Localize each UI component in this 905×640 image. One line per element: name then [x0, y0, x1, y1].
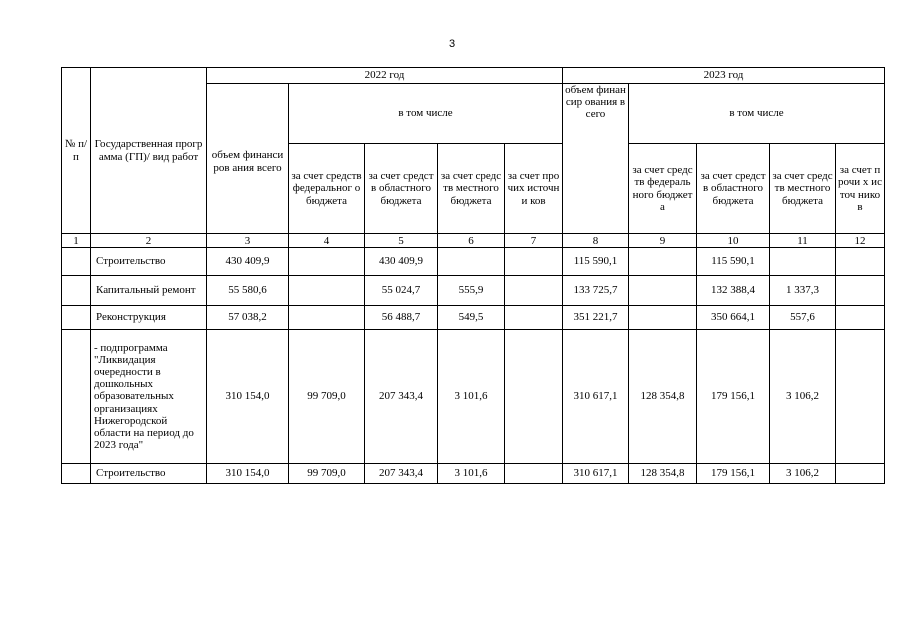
cell-other-2023 — [836, 306, 885, 330]
cell-total-2023: 133 725,7 — [563, 276, 629, 306]
cell-other-2022 — [505, 464, 563, 484]
cell-other-2022 — [505, 330, 563, 464]
header-year-2023: 2023 год — [563, 68, 885, 84]
table-row — [62, 248, 885, 276]
header-2023-regional: за счет средств областного бюджета — [697, 144, 770, 234]
row-num — [62, 248, 91, 276]
column-number: 11 — [770, 234, 836, 248]
column-number: 6 — [438, 234, 505, 248]
page-number: 3 — [448, 38, 456, 50]
cell-regional-2023: 179 156,1 — [697, 464, 770, 484]
row-num — [62, 306, 91, 330]
cell-federal-2022 — [289, 276, 365, 306]
cell-other-2022 — [505, 276, 563, 306]
table-row — [62, 330, 885, 464]
header-2022-local: за счет средств местного бюджета — [438, 144, 505, 234]
cell-federal-2023 — [629, 248, 697, 276]
column-number: 1 — [62, 234, 91, 248]
cell-total-2022: 310 154,0 — [207, 330, 289, 464]
header-2023-federal: за счет средств федераль ного бюджета — [629, 144, 697, 234]
header-including-2022: в том числе — [289, 84, 563, 144]
cell-total-2022: 310 154,0 — [207, 464, 289, 484]
table-row — [62, 276, 885, 306]
cell-regional-2022: 207 343,4 — [365, 464, 438, 484]
cell-regional-2023: 179 156,1 — [697, 330, 770, 464]
column-number: 9 — [629, 234, 697, 248]
row-name: Капитальный ремонт — [91, 276, 207, 306]
column-number: 8 — [563, 234, 629, 248]
header-2023-local: за счет средств местного бюджета — [770, 144, 836, 234]
cell-total-2023: 310 617,1 — [563, 330, 629, 464]
column-number: 4 — [289, 234, 365, 248]
column-number: 12 — [836, 234, 885, 248]
column-number-row — [62, 234, 885, 248]
cell-regional-2023: 115 590,1 — [697, 248, 770, 276]
cell-total-2023: 115 590,1 — [563, 248, 629, 276]
column-number: 7 — [505, 234, 563, 248]
financing-table — [61, 67, 885, 484]
row-name: Реконструкция — [91, 306, 207, 330]
cell-federal-2022 — [289, 306, 365, 330]
cell-federal-2023 — [629, 306, 697, 330]
header-2022-other: за счет прочих источни ков — [505, 144, 563, 234]
table-row — [62, 464, 885, 484]
header-total-2023: объем финансир ования всего — [563, 84, 629, 234]
cell-federal-2022: 99 709,0 — [289, 330, 365, 464]
cell-federal-2023: 128 354,8 — [629, 464, 697, 484]
header-total-2022: объем финансиров ания всего — [207, 84, 289, 234]
cell-local-2022: 549,5 — [438, 306, 505, 330]
column-number: 2 — [91, 234, 207, 248]
header-program: Государственная программа (ГП)/ вид работ — [91, 68, 207, 234]
cell-regional-2022: 207 343,4 — [365, 330, 438, 464]
cell-local-2023: 3 106,2 — [770, 330, 836, 464]
row-num — [62, 276, 91, 306]
cell-local-2022: 555,9 — [438, 276, 505, 306]
cell-local-2023: 3 106,2 — [770, 464, 836, 484]
cell-local-2023: 1 337,3 — [770, 276, 836, 306]
cell-regional-2023: 132 388,4 — [697, 276, 770, 306]
cell-other-2023 — [836, 248, 885, 276]
cell-federal-2023 — [629, 276, 697, 306]
cell-other-2023 — [836, 464, 885, 484]
cell-local-2022: 3 101,6 — [438, 464, 505, 484]
row-num — [62, 330, 91, 464]
header-2023-other: за счет прочи х источ ников — [836, 144, 885, 234]
cell-federal-2023: 128 354,8 — [629, 330, 697, 464]
cell-local-2023 — [770, 248, 836, 276]
header-2022-federal: за счет средств федеральног о бюджета — [289, 144, 365, 234]
cell-other-2023 — [836, 276, 885, 306]
cell-regional-2022: 56 488,7 — [365, 306, 438, 330]
row-name: Строительство — [91, 248, 207, 276]
cell-local-2023: 557,6 — [770, 306, 836, 330]
row-name: Строительство — [91, 464, 207, 484]
header-2022-regional: за счет средств областного бюджета — [365, 144, 438, 234]
cell-total-2023: 351 221,7 — [563, 306, 629, 330]
cell-local-2022 — [438, 248, 505, 276]
cell-local-2022: 3 101,6 — [438, 330, 505, 464]
column-number: 5 — [365, 234, 438, 248]
cell-total-2022: 57 038,2 — [207, 306, 289, 330]
column-number: 10 — [697, 234, 770, 248]
cell-federal-2022 — [289, 248, 365, 276]
cell-regional-2023: 350 664,1 — [697, 306, 770, 330]
cell-federal-2022: 99 709,0 — [289, 464, 365, 484]
header-num: № п/п — [62, 68, 91, 234]
cell-other-2022 — [505, 306, 563, 330]
table-row — [62, 306, 885, 330]
column-number: 3 — [207, 234, 289, 248]
header-row-years — [62, 68, 885, 84]
header-including-2023: в том числе — [629, 84, 885, 144]
cell-regional-2022: 430 409,9 — [365, 248, 438, 276]
header-year-2022: 2022 год — [207, 68, 563, 84]
cell-total-2022: 430 409,9 — [207, 248, 289, 276]
cell-other-2022 — [505, 248, 563, 276]
row-name: - подпрограмма "Ликвидация очередности в дошкольных образовательных организациях Нижегородской области на период до 2023 года" — [91, 330, 207, 464]
cell-total-2023: 310 617,1 — [563, 464, 629, 484]
cell-regional-2022: 55 024,7 — [365, 276, 438, 306]
cell-other-2023 — [836, 330, 885, 464]
cell-total-2022: 55 580,6 — [207, 276, 289, 306]
row-num — [62, 464, 91, 484]
